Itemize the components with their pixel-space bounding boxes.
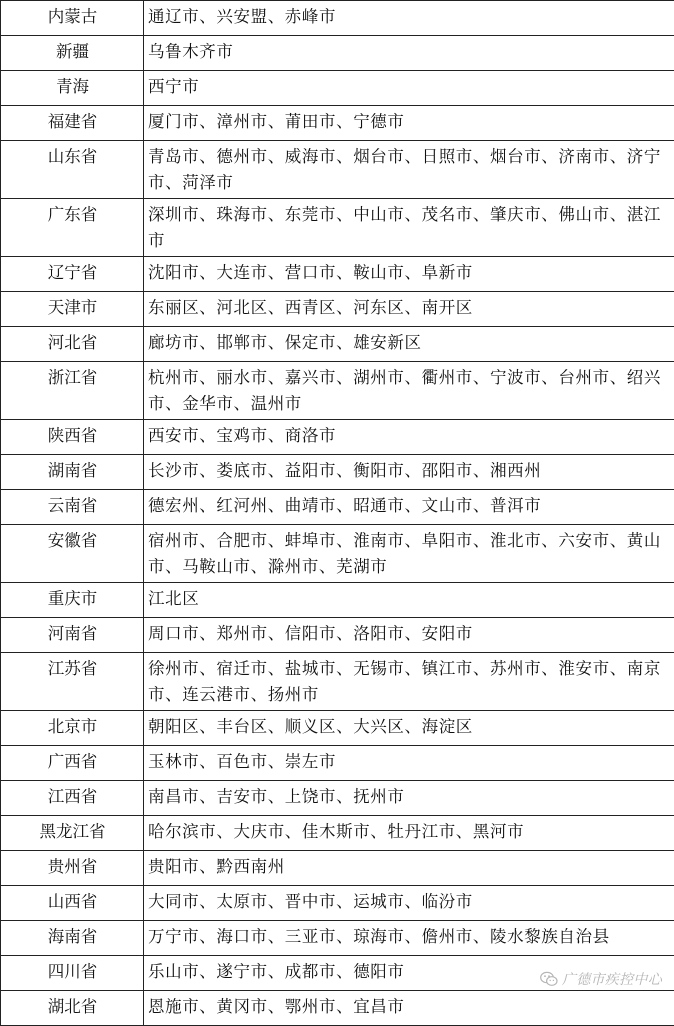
cities-cell: 万宁市、海口市、三亚市、琼海市、儋州市、陵水黎族自治县: [144, 921, 674, 956]
cities-cell: 沈阳市、大连市、营口市、鞍山市、阜新市: [144, 257, 674, 292]
province-cell: 辽宁省: [1, 257, 144, 292]
province-cell: 山西省: [1, 886, 144, 921]
table-row: [1, 711, 674, 746]
table-row: [1, 991, 674, 1026]
province-cell: 山东省: [1, 141, 144, 199]
table-row: [1, 1, 674, 36]
province-cell: 安徽省: [1, 525, 144, 583]
cities-cell: 乌鲁木齐市: [144, 36, 674, 71]
cities-cell: 朝阳区、丰台区、顺义区、大兴区、海淀区: [144, 711, 674, 746]
table-row: [1, 327, 674, 362]
table-row: [1, 36, 674, 71]
province-cell: 青海: [1, 71, 144, 106]
cities-cell: 德宏州、红河州、曲靖市、昭通市、文山市、普洱市: [144, 490, 674, 525]
cities-cell: 厦门市、漳州市、莆田市、宁德市: [144, 106, 674, 141]
cities-cell: 周口市、郑州市、信阳市、洛阳市、安阳市: [144, 618, 674, 653]
table-row: [1, 362, 674, 420]
province-cell: 福建省: [1, 106, 144, 141]
province-cell: 湖北省: [1, 991, 144, 1026]
table-row: [1, 653, 674, 711]
province-cell: 黑龙江省: [1, 816, 144, 851]
table-row: [1, 746, 674, 781]
cities-cell: 东丽区、河北区、西青区、河东区、南开区: [144, 292, 674, 327]
province-cell: 天津市: [1, 292, 144, 327]
table-row: [1, 106, 674, 141]
province-cell: 海南省: [1, 921, 144, 956]
table-row: [1, 455, 674, 490]
table-row: [1, 525, 674, 583]
table-row: [1, 583, 674, 618]
cities-cell: 贵阳市、黔西南州: [144, 851, 674, 886]
province-cell: 江苏省: [1, 653, 144, 711]
table-row: [1, 886, 674, 921]
table-row: [1, 141, 674, 199]
cities-cell: 杭州市、丽水市、嘉兴市、湖州市、衢州市、宁波市、台州市、绍兴市、金华市、温州市: [144, 362, 674, 420]
cities-cell: 长沙市、娄底市、益阳市、衡阳市、邵阳市、湘西州: [144, 455, 674, 490]
province-cell: 北京市: [1, 711, 144, 746]
table-row: [1, 851, 674, 886]
cities-cell: 玉林市、百色市、崇左市: [144, 746, 674, 781]
cities-cell: 恩施市、黄冈市、鄂州市、宜昌市: [144, 991, 674, 1026]
table-row: [1, 618, 674, 653]
cities-cell: 南昌市、吉安市、上饶市、抚州市: [144, 781, 674, 816]
table-row: [1, 816, 674, 851]
province-cell: 重庆市: [1, 583, 144, 618]
cities-cell: 通辽市、兴安盟、赤峰市: [144, 1, 674, 36]
table-row: [1, 199, 674, 257]
watermark-text: 广德市疾控中心: [562, 969, 662, 989]
cities-cell: 大同市、太原市、晋中市、运城市、临汾市: [144, 886, 674, 921]
cities-cell: 江北区: [144, 583, 674, 618]
cities-cell: 青岛市、德州市、威海市、烟台市、日照市、烟台市、济南市、济宁市、菏泽市: [144, 141, 674, 199]
cities-cell: 乐山市、遂宁市、成都市、德阳市: [144, 956, 674, 991]
table-row: [1, 292, 674, 327]
province-cell: 广西省: [1, 746, 144, 781]
province-cell: 河南省: [1, 618, 144, 653]
cities-cell: 西安市、宝鸡市、商洛市: [144, 420, 674, 455]
province-cell: 新疆: [1, 36, 144, 71]
province-cell: 江西省: [1, 781, 144, 816]
cities-cell: 哈尔滨市、大庆市、佳木斯市、牡丹江市、黑河市: [144, 816, 674, 851]
wechat-icon: [540, 971, 558, 987]
province-cell: 四川省: [1, 956, 144, 991]
province-cell: 河北省: [1, 327, 144, 362]
cities-cell: 宿州市、合肥市、蚌埠市、淮南市、阜阳市、淮北市、六安市、黄山市、马鞍山市、滁州市、芜湖市: [144, 525, 674, 583]
table-row: [1, 71, 674, 106]
table-body: [1, 1, 674, 1026]
cities-cell: 徐州市、宿迁市、盐城市、无锡市、镇江市、苏州市、淮安市、南京市、连云港市、扬州市: [144, 653, 674, 711]
province-cell: 广东省: [1, 199, 144, 257]
table-row: [1, 781, 674, 816]
province-cell: 湖南省: [1, 455, 144, 490]
table-row: [1, 490, 674, 525]
cities-cell: 深圳市、珠海市、东莞市、中山市、茂名市、肇庆市、佛山市、湛江市: [144, 199, 674, 257]
province-cell: 贵州省: [1, 851, 144, 886]
table-row: [1, 921, 674, 956]
province-cell: 内蒙古: [1, 1, 144, 36]
cities-cell: 西宁市: [144, 71, 674, 106]
province-cell: 陕西省: [1, 420, 144, 455]
table-row: [1, 420, 674, 455]
table-row: [1, 257, 674, 292]
watermark: [540, 969, 662, 989]
province-cell: 云南省: [1, 490, 144, 525]
province-cell: 浙江省: [1, 362, 144, 420]
cities-cell: 廊坊市、邯郸市、保定市、雄安新区: [144, 327, 674, 362]
